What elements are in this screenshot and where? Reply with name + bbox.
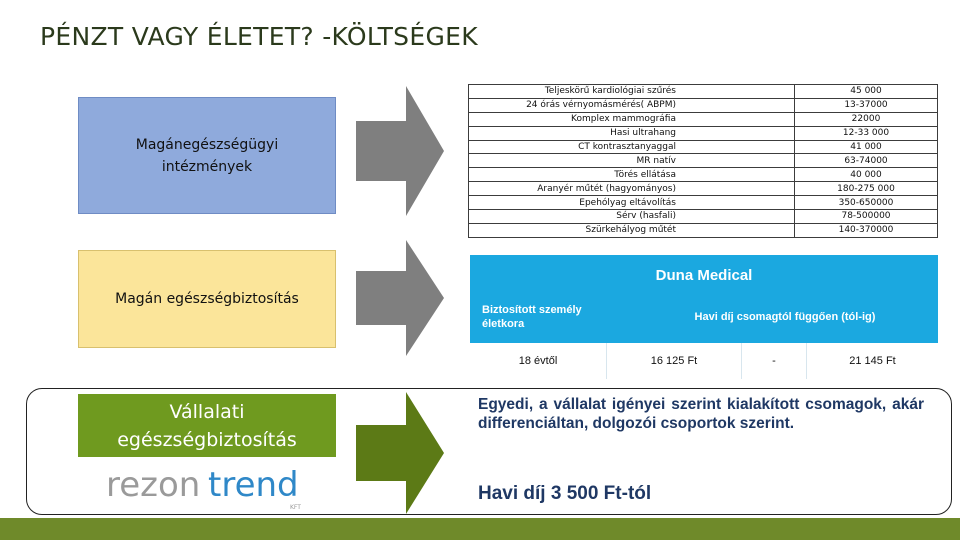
private-institutions-box bbox=[78, 97, 336, 214]
service-cell: Teljeskörű kardiológiai szűrés bbox=[469, 85, 795, 99]
logo-suffix: KFT bbox=[290, 504, 301, 511]
price-cell: 350-650000 bbox=[795, 196, 938, 210]
private-insurance-label: Magán egészségbiztosítás bbox=[115, 291, 299, 307]
corporate-description: Egyedi, a vállalat igényei szerint kialakított csomagok, akár differenciáltan, dolgozói csoportok szerint. bbox=[478, 396, 924, 432]
duna-age-header-line2: életkora bbox=[482, 318, 525, 330]
private-institutions-line2: intézmények bbox=[161, 158, 253, 175]
duna-medical-header bbox=[470, 255, 938, 343]
service-cell: MR natív bbox=[469, 154, 795, 168]
rezontrend-logo bbox=[104, 460, 308, 512]
table-row bbox=[469, 98, 938, 112]
service-cell: Törés ellátása bbox=[469, 168, 795, 182]
duna-max-fee-cell: 21 145 Ft bbox=[849, 355, 896, 367]
table-row bbox=[469, 196, 938, 210]
table-row bbox=[469, 168, 938, 182]
table-row bbox=[469, 210, 938, 224]
logo-text-part2: trend bbox=[208, 465, 299, 505]
logo-text-part1: rezon bbox=[106, 465, 201, 505]
corporate-insurance-line1: Vállalati bbox=[169, 400, 245, 423]
table-row bbox=[469, 182, 938, 196]
service-cell: Szürkehályog műtét bbox=[469, 223, 795, 237]
price-cell: 13-37000 bbox=[795, 98, 938, 112]
price-cell: 45 000 bbox=[795, 85, 938, 99]
table-row bbox=[469, 223, 938, 237]
service-cell: Komplex mammográfia bbox=[469, 112, 795, 126]
service-cell: Aranyér műtét (hagyományos) bbox=[469, 182, 795, 196]
corporate-insurance-line2: egészségbiztosítás bbox=[117, 428, 297, 451]
service-cell: Sérv (hasfali) bbox=[469, 210, 795, 224]
table-row bbox=[469, 154, 938, 168]
price-cell: 180-275 000 bbox=[795, 182, 938, 196]
table-row bbox=[469, 85, 938, 99]
price-table bbox=[468, 84, 938, 238]
table-row bbox=[469, 112, 938, 126]
corporate-monthly-fee: Havi díj 3 500 Ft-tól bbox=[478, 483, 652, 504]
arrow-right-icon bbox=[356, 240, 444, 356]
price-cell: 22000 bbox=[795, 112, 938, 126]
service-cell: Epehólyag eltávolítás bbox=[469, 196, 795, 210]
duna-min-fee-cell: 16 125 Ft bbox=[607, 343, 742, 379]
duna-age-cell: 18 évtől bbox=[470, 343, 607, 379]
price-cell: 63-74000 bbox=[795, 154, 938, 168]
table-row bbox=[470, 343, 938, 379]
page-title: PÉNZT VAGY ÉLETET? -KÖLTSÉGEK bbox=[40, 22, 478, 51]
price-cell: 140-370000 bbox=[795, 223, 938, 237]
price-cell: 41 000 bbox=[795, 140, 938, 154]
table-row bbox=[469, 140, 938, 154]
service-cell: Hasi ultrahang bbox=[469, 126, 795, 140]
price-cell: 12-33 000 bbox=[795, 126, 938, 140]
duna-medical-table bbox=[470, 255, 938, 379]
footer-band bbox=[0, 518, 960, 540]
price-cell: 78-500000 bbox=[795, 210, 938, 224]
duna-medical-title: Duna Medical bbox=[655, 267, 753, 284]
service-cell: CT kontrasztanyaggal bbox=[469, 140, 795, 154]
service-cell: 24 órás vérnyomásmérés( ABPM) bbox=[469, 98, 795, 112]
arrow-right-icon bbox=[356, 86, 444, 216]
table-row bbox=[469, 126, 938, 140]
duna-fee-header: Havi díj csomagtól függően (tól-ig) bbox=[694, 311, 876, 323]
price-cell: 40 000 bbox=[795, 168, 938, 182]
duna-dash-cell: - bbox=[742, 343, 807, 379]
private-insurance-box bbox=[78, 250, 336, 348]
duna-age-header bbox=[482, 303, 612, 331]
private-institutions-line1: Magánegészségügyi bbox=[135, 136, 279, 153]
duna-age-header-line1: Biztosított személy bbox=[482, 304, 582, 316]
